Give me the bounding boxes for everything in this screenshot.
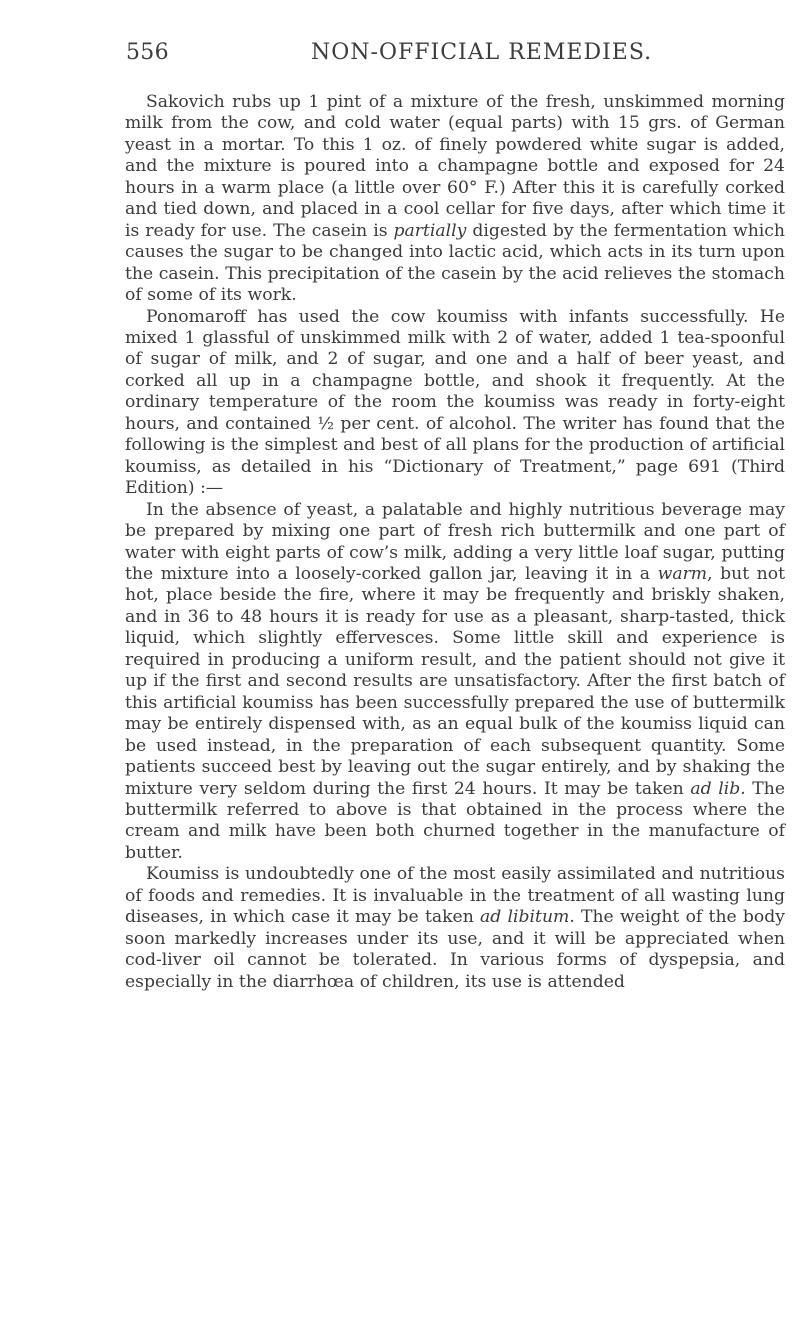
paragraph-koumiss-benefits bbox=[125, 864, 785, 993]
italic-text: warm bbox=[657, 563, 708, 584]
italic-text: partially bbox=[393, 220, 467, 241]
text-segment: In the absence of yeast, a palatable and highly nutritious beverage may be prepared by mixing one part of fresh rich buttermilk and one part of water with eight parts of cow’s milk, adding a very little loaf sugar, putting the mixture into a loosely-corked gallon jar, leaving it in a bbox=[125, 499, 785, 584]
paragraph-sakovich-recipe bbox=[125, 92, 785, 307]
text-segment: The buttermilk referred to above is that obtained in the process where the cream and milk have been both churned together in the manufacture of butter. bbox=[125, 778, 785, 863]
text-segment: digested by the fermentation which causes the sugar to be changed into lactic acid, which acts in its turn upon the casein. This precipitation of the casein by the acid relieves the stomach of some of its work. bbox=[125, 220, 785, 306]
running-title: NON-OFFICIAL REMEDIES. bbox=[311, 40, 653, 65]
italic-text: ad libitum bbox=[480, 907, 570, 928]
text-segment: , but not hot, place beside the fire, where it may be frequently and briskly shaken, and in 36 to 48 hours it is ready for use as a pleasant, sharp-tasted, thick liquid, which slightly effervesces. Some little skill and experience is required in producing a uniform result, and the patient should not give it up if the first and second results are unsatisfactory. After the first batch of this artificial koumiss has been successfully prepared the use of buttermilk may be entirely dispensed with, as an equal bulk of the koumiss liquid can be used instead, in the preparation of each subsequent quantity. Some patients succeed best by leaving out the sugar entirely, and by shaking the mixture very seldom during the first 24 hours. It may be taken bbox=[125, 563, 785, 799]
text-segment: Sakovich rubs up 1 pint of a mixture of the fresh, unskimmed morning milk from the cow, and cold water (equal parts) with 15 grs. of German yeast in a mortar. To this 1 oz. of finely powdered white sugar is added, and the mixture is poured into a champagne bottle and exposed for 24 hours in a warm place (a little over 60° F.) After this it is carefully corked and tied down, and placed in a cool cellar for five days, after which time it is ready for use. The casein is bbox=[125, 92, 785, 241]
italic-text: ad lib. bbox=[690, 778, 746, 799]
text-segment: . The weight of the body soon markedly increases under its use, and it will be appreciated when cod-liver oil cannot be tolerated. In various forms of dyspepsia, and especially in the diarrhœa of children, its use is attended bbox=[125, 907, 785, 992]
page-number: 556 bbox=[126, 40, 169, 65]
body-text bbox=[125, 92, 785, 993]
paragraph-ponomaroff bbox=[125, 307, 785, 500]
text-segment: Ponomaroff has used the cow koumiss with infants successfully. He mixed 1 glassful of unskimmed milk with 2 of water, added 1 tea-spoonful of sugar of milk, and 2 of sugar, and one and a half of beer yeast, and corked all up in a champagne bottle, and shook it frequently. At the ordinary temperature of the room the koumiss was ready in forty-eight hours, and contained ½ per cent. of alcohol. The writer has found that the following is the simplest and best of all plans for the production of artificial koumiss, as detailed in his “Dictionary of Treatment,” page 691 (Third Edition) :— bbox=[125, 306, 786, 499]
text-segment: Koumiss is undoubtedly one of the most easily assimilated and nutritious of foods and remedies. It is invaluable in the treatment of all wasting lung diseases, in which case it may be taken bbox=[125, 864, 785, 928]
running-head bbox=[126, 40, 786, 88]
paragraph-buttermilk-method bbox=[125, 500, 785, 865]
